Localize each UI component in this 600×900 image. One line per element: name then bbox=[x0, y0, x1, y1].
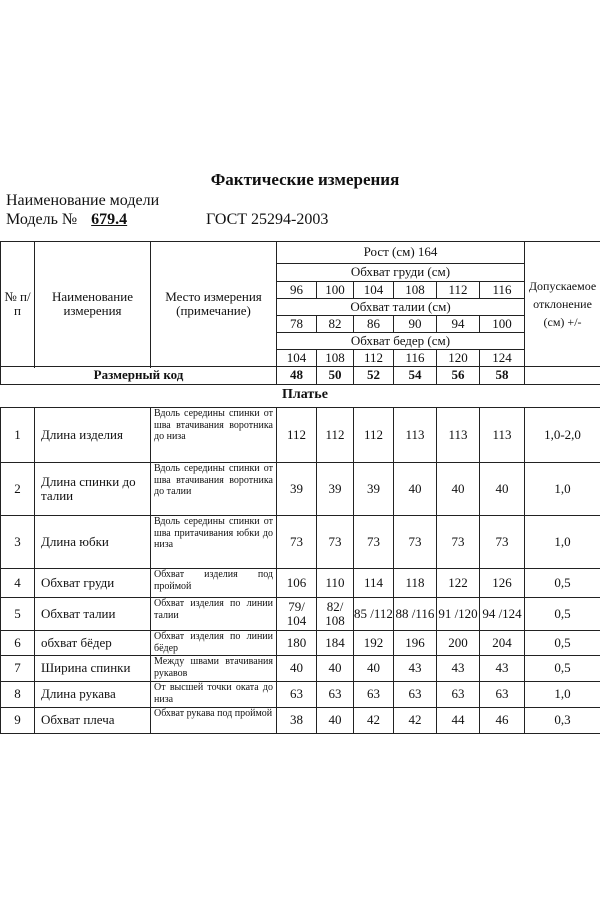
measurement-value: 192 bbox=[354, 631, 394, 656]
measurement-value: 73 bbox=[394, 516, 437, 569]
measurement-value: 43 bbox=[437, 656, 480, 682]
measurement-value: 88 /116 bbox=[394, 598, 437, 631]
model-name-label: Наименование модели bbox=[6, 192, 160, 209]
tolerance-value: 1,0 bbox=[525, 682, 600, 708]
measurement-value: 38 bbox=[277, 708, 317, 734]
measurement-value: 63 bbox=[480, 682, 525, 708]
row-number: 5 bbox=[1, 598, 35, 631]
measurement-value: 40 bbox=[480, 463, 525, 516]
measurement-place: Обхват изделия по линии талии bbox=[151, 598, 277, 631]
height-label: Рост (см) 164 bbox=[277, 242, 525, 264]
measurement-place: От высшей точки оката до низа bbox=[151, 682, 277, 708]
measurement-name: Обхват груди bbox=[35, 569, 151, 598]
chest-value: 104 bbox=[354, 282, 394, 299]
hips-value: 104 bbox=[277, 350, 317, 367]
hips-value: 120 bbox=[437, 350, 480, 367]
row-number: 4 bbox=[1, 569, 35, 598]
table-row bbox=[1, 463, 600, 516]
measurement-name: Обхват талии bbox=[35, 598, 151, 631]
tolerance-header: Допускаемое отклонение (см) +/- bbox=[525, 242, 600, 367]
row-number: 9 bbox=[1, 708, 35, 734]
header-table bbox=[0, 241, 600, 385]
size-code: 48 bbox=[277, 367, 317, 385]
table-row bbox=[1, 682, 600, 708]
tolerance-value: 1,0 bbox=[525, 516, 600, 569]
row-number: 8 bbox=[1, 682, 35, 708]
chest-value: 112 bbox=[437, 282, 480, 299]
measurement-place: Между швами втачивания рукавов bbox=[151, 656, 277, 682]
chest-value: 116 bbox=[480, 282, 525, 299]
tolerance-value: 0,5 bbox=[525, 656, 600, 682]
waist-value: 94 bbox=[437, 316, 480, 333]
waist-value: 78 bbox=[277, 316, 317, 333]
measurement-value: 39 bbox=[277, 463, 317, 516]
measurement-value: 63 bbox=[317, 682, 354, 708]
measurement-value: 40 bbox=[354, 656, 394, 682]
measurement-value: 73 bbox=[480, 516, 525, 569]
tolerance-value: 1,0-2,0 bbox=[525, 408, 600, 463]
hips-value: 112 bbox=[354, 350, 394, 367]
model-number-label: Модель № bbox=[6, 211, 78, 228]
measurement-value: 204 bbox=[480, 631, 525, 656]
row-number: 3 bbox=[1, 516, 35, 569]
size-code: 54 bbox=[394, 367, 437, 385]
chest-value: 100 bbox=[317, 282, 354, 299]
measurement-value: 82/ 108 bbox=[317, 598, 354, 631]
model-number-line bbox=[6, 211, 329, 229]
measurement-name: Ширина спинки bbox=[35, 656, 151, 682]
measurement-value: 43 bbox=[394, 656, 437, 682]
chest-value: 108 bbox=[394, 282, 437, 299]
measurement-value: 40 bbox=[317, 708, 354, 734]
measurement-value: 112 bbox=[277, 408, 317, 463]
waist-value: 86 bbox=[354, 316, 394, 333]
measurement-value: 63 bbox=[277, 682, 317, 708]
tolerance-value: 0,3 bbox=[525, 708, 600, 734]
waist-value: 90 bbox=[394, 316, 437, 333]
size-code-label: Размерный код bbox=[1, 367, 277, 385]
measurement-value: 63 bbox=[354, 682, 394, 708]
table-row bbox=[1, 656, 600, 682]
tolerance-value: 0,5 bbox=[525, 598, 600, 631]
measurement-value: 184 bbox=[317, 631, 354, 656]
hips-value: 108 bbox=[317, 350, 354, 367]
measurement-value: 118 bbox=[394, 569, 437, 598]
measurement-value: 40 bbox=[437, 463, 480, 516]
size-code: 52 bbox=[354, 367, 394, 385]
measurement-value: 42 bbox=[394, 708, 437, 734]
measurement-value: 200 bbox=[437, 631, 480, 656]
measurement-place: Вдоль середины спинки от шва притачивания юбки до низа bbox=[151, 516, 277, 569]
table-row bbox=[1, 516, 600, 569]
measurement-value: 63 bbox=[437, 682, 480, 708]
measurement-value: 112 bbox=[354, 408, 394, 463]
measurement-value: 73 bbox=[317, 516, 354, 569]
measurement-name: обхват бёдер bbox=[35, 631, 151, 656]
col-num-header: № п/п bbox=[1, 242, 35, 367]
hips-label: Обхват бедер (см) bbox=[277, 333, 525, 350]
col-place-header: Место измерения (примечание) bbox=[151, 242, 277, 367]
hips-value: 116 bbox=[394, 350, 437, 367]
measurement-value: 73 bbox=[277, 516, 317, 569]
measurement-value: 94 /124 bbox=[480, 598, 525, 631]
measurement-value: 39 bbox=[354, 463, 394, 516]
measurement-value: 73 bbox=[354, 516, 394, 569]
section-title: Платье bbox=[282, 387, 328, 402]
size-code: 56 bbox=[437, 367, 480, 385]
table-row bbox=[1, 631, 600, 656]
chest-value: 96 bbox=[277, 282, 317, 299]
measurement-place: Вдоль середины спинки от шва втачивания воротника до талии bbox=[151, 463, 277, 516]
measurements-table bbox=[0, 407, 600, 734]
measurement-value: 63 bbox=[394, 682, 437, 708]
row-number: 6 bbox=[1, 631, 35, 656]
table-row bbox=[1, 408, 600, 463]
measurement-value: 40 bbox=[394, 463, 437, 516]
measurement-value: 112 bbox=[317, 408, 354, 463]
measurement-place: Обхват рукава под проймой bbox=[151, 708, 277, 734]
measurement-value: 79/ 104 bbox=[277, 598, 317, 631]
waist-value: 100 bbox=[480, 316, 525, 333]
gost-standard: ГОСТ 25294-2003 bbox=[206, 211, 329, 228]
row-number: 7 bbox=[1, 656, 35, 682]
measurement-place: Обхват изделия по линии бёдер bbox=[151, 631, 277, 656]
measurement-value: 106 bbox=[277, 569, 317, 598]
measurement-value: 40 bbox=[277, 656, 317, 682]
measurement-value: 46 bbox=[480, 708, 525, 734]
measurement-value: 113 bbox=[437, 408, 480, 463]
measurement-name: Обхват плеча bbox=[35, 708, 151, 734]
measurement-value: 180 bbox=[277, 631, 317, 656]
size-code: 50 bbox=[317, 367, 354, 385]
measurement-value: 40 bbox=[317, 656, 354, 682]
measurement-value: 113 bbox=[480, 408, 525, 463]
measurement-name: Длина изделия bbox=[35, 408, 151, 463]
measurement-value: 126 bbox=[480, 569, 525, 598]
measurement-value: 39 bbox=[317, 463, 354, 516]
waist-value: 82 bbox=[317, 316, 354, 333]
measurement-name: Длина рукава bbox=[35, 682, 151, 708]
measurement-value: 85 /112 bbox=[354, 598, 394, 631]
table-row bbox=[1, 708, 600, 734]
tolerance-value: 0,5 bbox=[525, 569, 600, 598]
measurement-value: 122 bbox=[437, 569, 480, 598]
measurement-value: 91 /120 bbox=[437, 598, 480, 631]
measurement-value: 114 bbox=[354, 569, 394, 598]
hips-value: 124 bbox=[480, 350, 525, 367]
tolerance-value: 1,0 bbox=[525, 463, 600, 516]
measurement-value: 196 bbox=[394, 631, 437, 656]
measurement-value: 44 bbox=[437, 708, 480, 734]
table-row bbox=[1, 569, 600, 598]
measurement-name: Длина спинки до талии bbox=[35, 463, 151, 516]
row-number: 1 bbox=[1, 408, 35, 463]
size-code: 58 bbox=[480, 367, 525, 385]
measurement-place: Обхват изделия под проймой bbox=[151, 569, 277, 598]
measurement-value: 43 bbox=[480, 656, 525, 682]
model-number: 679.4 bbox=[91, 211, 128, 228]
col-name-header: Наименование измерения bbox=[35, 242, 151, 367]
page-title: Фактические измерения bbox=[210, 170, 400, 189]
measurement-value: 110 bbox=[317, 569, 354, 598]
waist-label: Обхват талии (см) bbox=[277, 299, 525, 316]
measurement-value: 42 bbox=[354, 708, 394, 734]
measurement-value: 73 bbox=[437, 516, 480, 569]
measurement-place: Вдоль середины спинки от шва втачивания воротника до низа bbox=[151, 408, 277, 463]
chest-label: Обхват груди (см) bbox=[277, 264, 525, 282]
table-row bbox=[1, 598, 600, 631]
size-code-tolerance-blank bbox=[525, 367, 600, 385]
measurement-name: Длина юбки bbox=[35, 516, 151, 569]
measurement-value: 113 bbox=[394, 408, 437, 463]
tolerance-value: 0,5 bbox=[525, 631, 600, 656]
row-number: 2 bbox=[1, 463, 35, 516]
